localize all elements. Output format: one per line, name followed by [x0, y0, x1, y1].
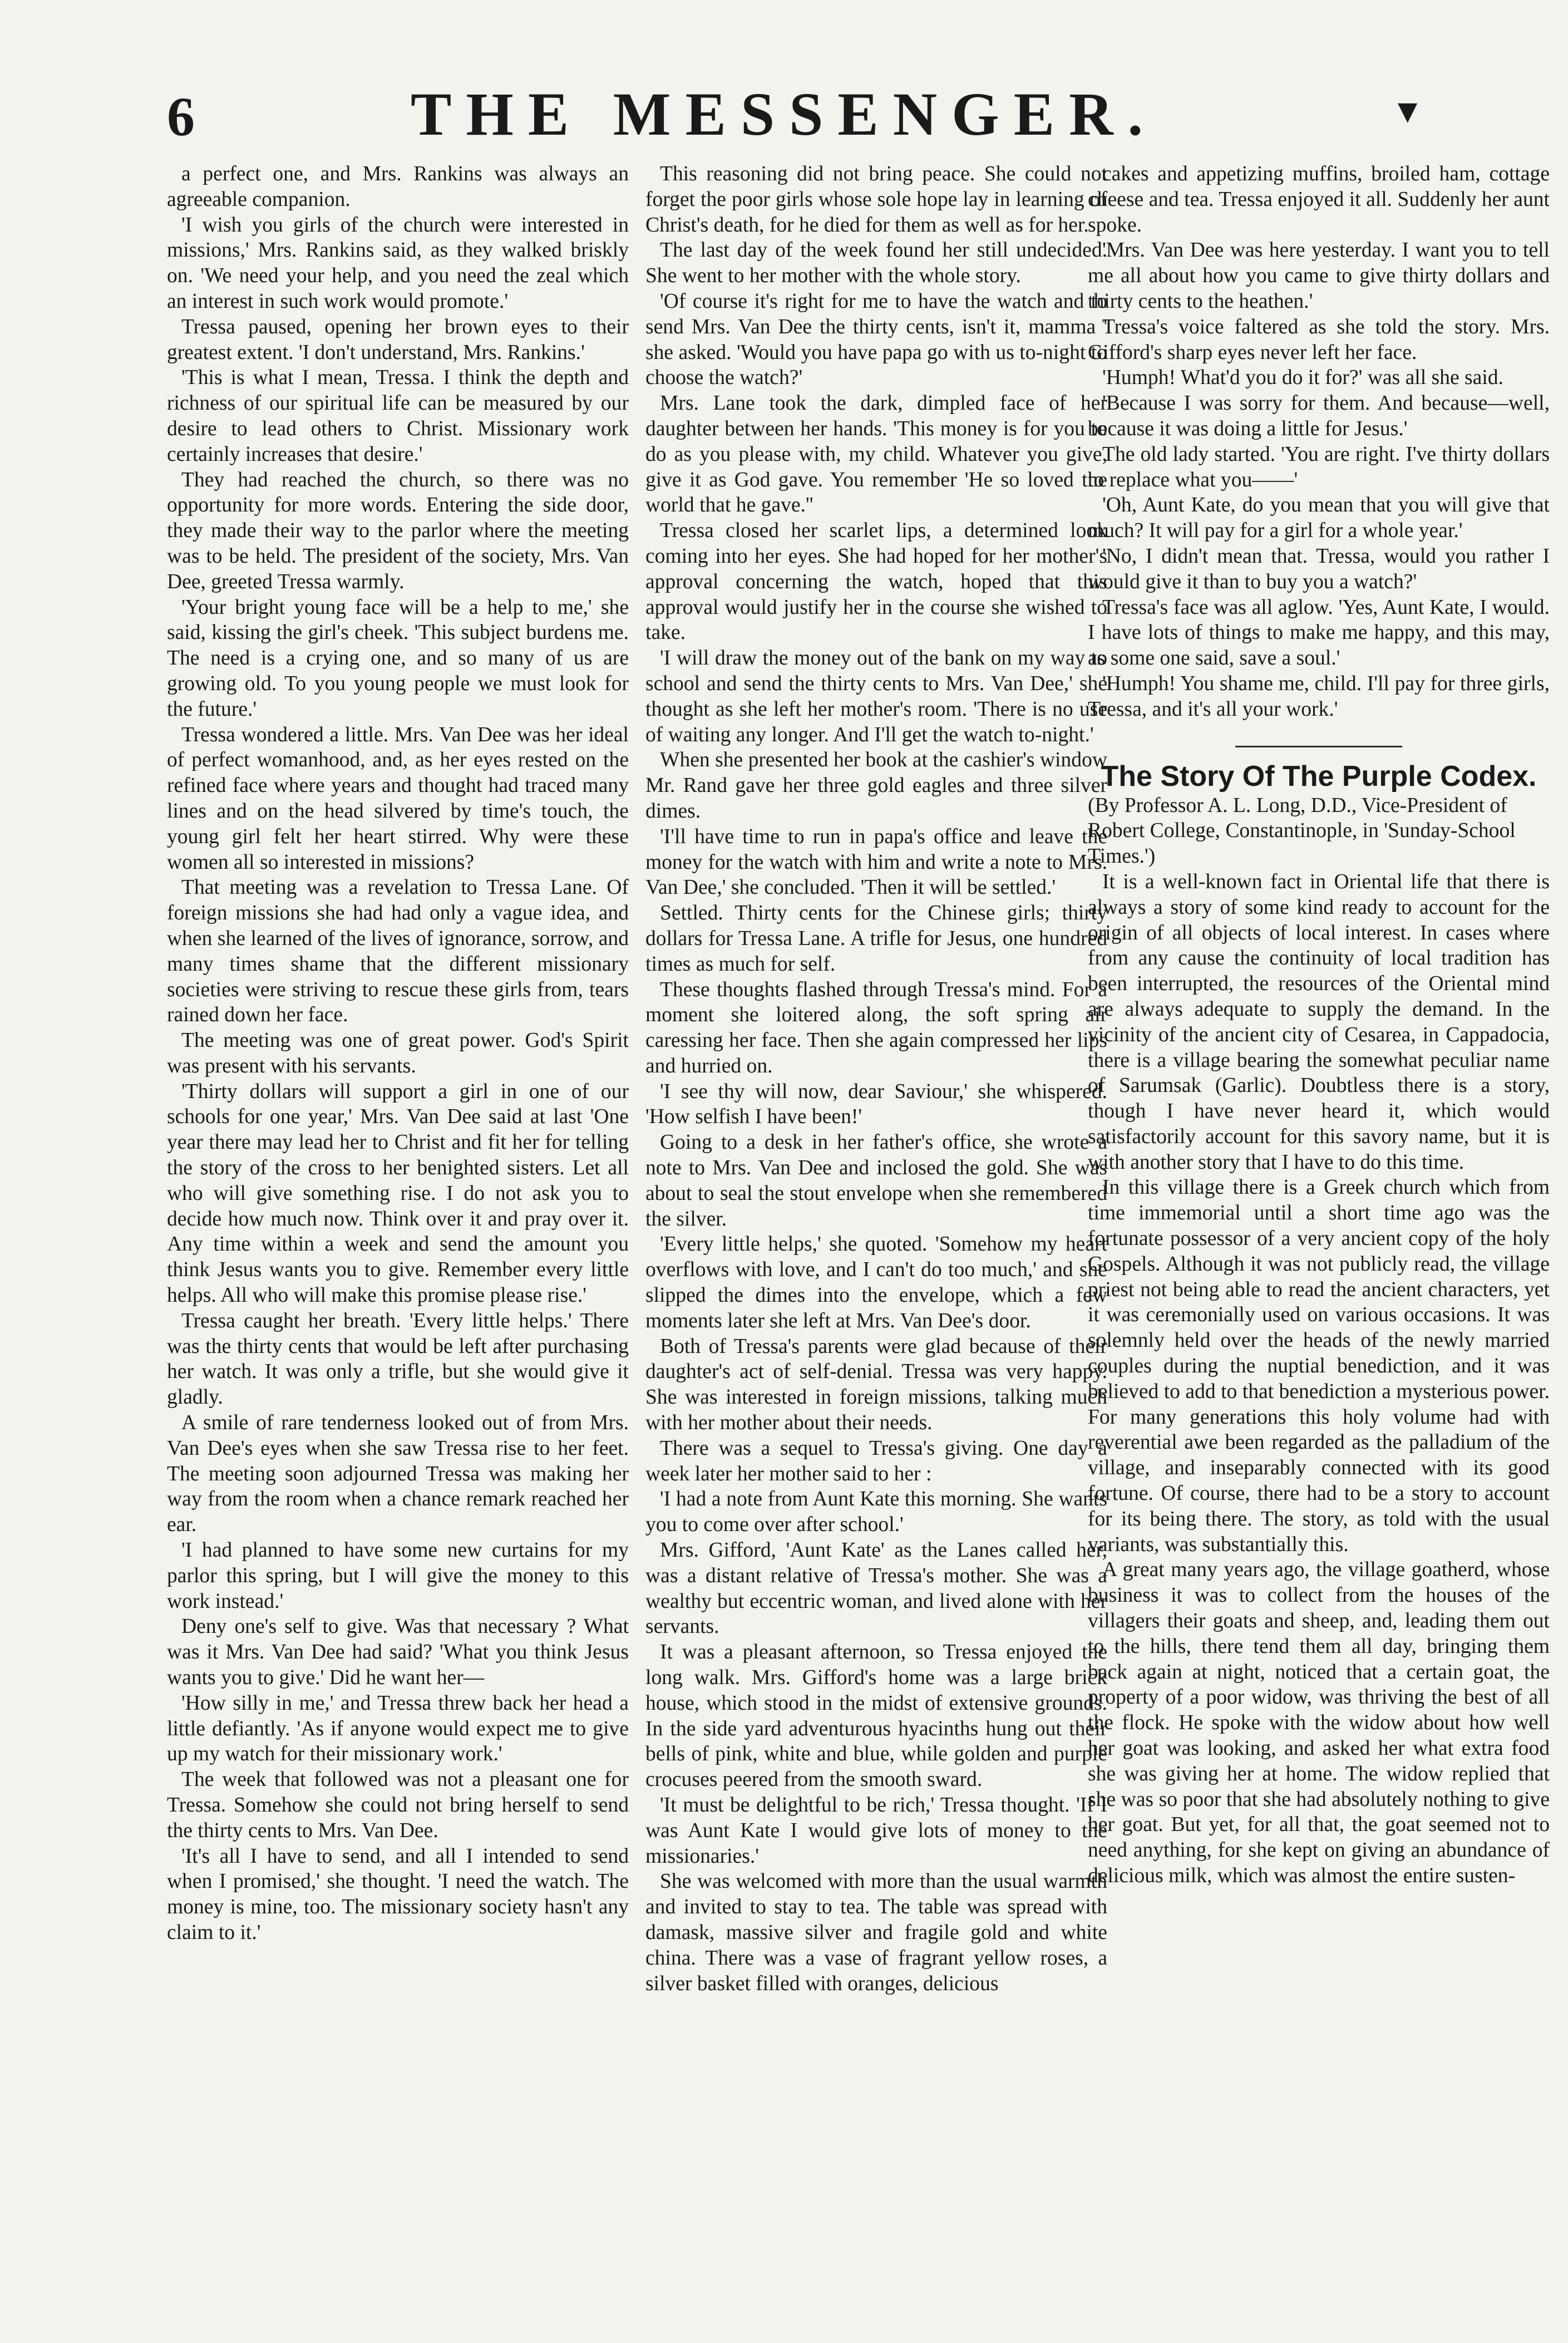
story-title: The Story Of The Purple Codex. — [1101, 760, 1537, 793]
byline: (By Professor A. L. Long, D.D., Vice-President of Robert College, Constantinople, in 'Sunday-School Times.') — [1088, 794, 1516, 868]
paragraph: 'No, I didn't mean that. Tressa, would you rather I would give it than to buy you a watch?' — [1088, 544, 1550, 593]
column-2 — [645, 161, 1107, 2326]
paragraph: 'I will draw the money out of the bank on my way to school and send the thirty cents to Mrs. Van Dee,' she thought as she left her mother's room. 'There is no use of waiting any longer. And I'll get the watch to-night.' — [645, 647, 1107, 746]
paragraph: A great many years ago, the village goatherd, whose business it was to collect from the houses of the villagers their goats and sheep, and, leading them out to the hills, there tend them all day, bringing them back again at night, noticed that a certain goat, the property of a poor widow, was thriving the best of all the flock. He spoke with the widow about how well her goat was looking, and asked her what extra food she was giving her at home. The widow replied that she was so poor that she had absolutely nothing to give her goat. But yet, for all that, the goat seemed not to need anything, for she kept on giving an abundance of delicious milk, which was almost the entire susten- — [1088, 1558, 1550, 1887]
story-continuation — [1088, 161, 1550, 722]
paragraph: That meeting was a revelation to Tressa Lane. Of foreign missions she had had only a vague idea, and when she learned of the lives of ignorance, sorrow, and many times shame that the different missionary societies were striving to rescue these girls from, tears rained down her face. — [167, 876, 629, 1027]
column-1 — [167, 161, 629, 2326]
paragraph: When she presented her book at the cashier's window Mr. Rand gave her three gold eagles and three silver dimes. — [645, 749, 1107, 823]
paragraph: This reasoning did not bring peace. She could not forget the poor girls whose sole hope lay in learning of Christ's death, for he died for them as well as for her. — [645, 163, 1107, 237]
paragraph: Mrs. Gifford, 'Aunt Kate' as the Lanes called her, was a distant relative of Tressa's mother. She was a wealthy but eccentric woman, and lived alone with her servants. — [645, 1539, 1107, 1638]
paragraph: 'This is what I mean, Tressa. I think the depth and richness of our spiritual life can be measured by our desire to lead others to Christ. Missionary work certainly increases that desire.' — [167, 366, 629, 466]
paragraph: 'It's all I have to send, and all I intended to send when I promised,' she thought. 'I need the watch. The money is mine, too. The missionary society hasn't any claim to it.' — [167, 1844, 629, 1944]
paragraph: Mrs. Lane took the dark, dimpled face of her daughter between her hands. 'This money is for you to do as you please with, my child. Whatever you give, give it as God gave. You remember 'He so loved the world that he gave.'' — [645, 392, 1107, 517]
paragraph: 'I had planned to have some new curtains for my parlor this spring, but I will give the money to this work instead.' — [167, 1539, 629, 1613]
paragraph: 'It must be delightful to be rich,' Tressa thought. 'If I was Aunt Kate I would give lots of money to the missionaries.' — [645, 1794, 1107, 1868]
paragraph: There was a sequel to Tressa's giving. One day a week later her mother said to her : — [645, 1436, 1107, 1485]
column-3 — [1088, 161, 1550, 2326]
paragraph: It is a well-known fact in Oriental life that there is always a story of some kind ready to account for the origin of all objects of local interest. In cases where from any cause the continuity of local tradition has been interrupted, the resources of the Oriental mind are always adequate to supply the demand. In the vicinity of the ancient city of Cesarea, in Cappadocia, there is a village bearing the somewhat peculiar name of Sarumsak (Garlic). Doubtless there is a story, though I have never heard it, which would satisfactorily account for this savory name, but it is with another story that I have to do this time. — [1088, 870, 1550, 1174]
paragraph: Settled. Thirty cents for the Chinese girls; thirty dollars for Tressa Lane. A trifle for Jesus, one hundred times as much for self. — [645, 902, 1107, 976]
paragraph: They had reached the church, so there was no opportunity for more words. Entering the side door, they made their way to the parlor where the meeting was to be held. The president of the society, Mrs. Van Dee, greeted Tressa warmly. — [167, 468, 629, 593]
paragraph: 'How silly in me,' and Tressa threw back her head a little defiantly. 'As if anyone would expect me to give up my watch for their missionary work.' — [167, 1691, 629, 1766]
paragraph: 'Oh, Aunt Kate, do you mean that you will give that much? It will pay for a girl for a whole year.' — [1088, 494, 1550, 543]
paragraph: 'Thirty dollars will support a girl in one of our schools for one year,' Mrs. Van Dee said at last 'One year there may lead her to Christ and fit her for telling the story of the cross to her benighted sisters. Let all who will give something rise. I do not ask you to decide how much now. Think over it and pray over it. Any time within a week and send the amount you think Jesus wants you to give. Remember every little helps. All who will make this promise please rise.' — [167, 1080, 629, 1307]
paragraph: 'I wish you girls of the church were interested in missions,' Mrs. Rankins said, as they walked briskly on. 'We need your help, and you need the zeal which an interest in such work would promote.' — [167, 213, 629, 313]
paragraph: Tressa paused, opening her brown eyes to their greatest extent. 'I don't understand, Mrs. Rankins.' — [167, 315, 629, 364]
paragraph: She was welcomed with more than the usual warmth and invited to stay to tea. The table was spread with damask, massive silver and fragile gold and white china. There was a vase of fragrant yellow roses, a silver basket filled with oranges, delicious — [645, 1870, 1107, 1995]
paragraph: 'Mrs. Van Dee was here yesterday. I want you to tell me all about how you came to give thirty dollars and thirty cents to the heathen.' — [1088, 239, 1550, 313]
paragraph: It was a pleasant afternoon, so Tressa enjoyed the long walk. Mrs. Gifford's home was a large brick house, which stood in the midst of extensive grounds. In the side yard adventurous hyacinths hung out their bells of pink, white and blue, while golden and purple crocuses peered from the smooth sward. — [645, 1641, 1107, 1791]
paragraph: Tressa caught her breath. 'Every little helps.' There was the thirty cents that would be left after purchasing her watch. It was only a trifle, but she would give it gladly. — [167, 1309, 629, 1409]
paragraph: These thoughts flashed through Tressa's mind. For a moment she loitered along, the soft spring air caressing her face. Then she again compressed her lips and hurried on. — [645, 978, 1107, 1077]
paragraph: 'Of course it's right for me to have the watch and to send Mrs. Van Dee the thirty cents, isn't it, mamma ' she asked. 'Would you have papa go with us to-night to choose the watch?' — [645, 289, 1107, 390]
paragraph: Both of Tressa's parents were glad because of their daughter's act of self-denial. Tressa was very happy. She was interested in foreign missions, talking much with her mother about their needs. — [645, 1335, 1107, 1435]
paragraph: 'Because I was sorry for them. And because—well, because it was doing a little for Jesus.' — [1088, 392, 1550, 440]
paragraph: Tressa closed her scarlet lips, a determined look coming into her eyes. She had hoped for her mother's approval concerning the watch, hoped that this approval would justify her in the course she wished to take. — [645, 519, 1107, 644]
paragraph: Tressa's face was all aglow. 'Yes, Aunt Kate, I would. I have lots of things to make me happy, and this may, as some one said, save a soul.' — [1088, 595, 1550, 670]
paragraph: A smile of rare tenderness looked out of from Mrs. Van Dee's eyes when she saw Tressa rise to her feet. The meeting soon adjourned Tressa was making her way from the room when a chance remark reached her ear. — [167, 1411, 629, 1537]
corner-mark: ▼ — [1391, 93, 1424, 130]
masthead — [0, 80, 1568, 156]
paragraph: The last day of the week found her still undecided. She went to her mother with the whole story. — [645, 239, 1107, 288]
paragraph: The meeting was one of great power. God's Spirit was present with his servants. — [167, 1029, 629, 1077]
purple-codex-article — [1088, 869, 1550, 1889]
paragraph: Tressa's voice faltered as she told the story. Mrs. Gifford's sharp eyes never left her face. — [1088, 315, 1550, 364]
paragraph: 'Every little helps,' she quoted. 'Somehow my heart overflows with love, and I can't do too much,' and she slipped the dimes into the envelope, which a few moments later she left at Mrs. Van Dee's door. — [645, 1233, 1107, 1332]
paragraph: 'Humph! You shame me, child. I'll pay for three girls, Tressa, and it's all your work.' — [1088, 672, 1550, 721]
paragraph: 'I had a note from Aunt Kate this morning. She wants you to come over after school.' — [645, 1488, 1107, 1537]
paragraph: The week that followed was not a pleasant one for Tressa. Somehow she could not bring herself to send the thirty cents to Mrs. Van Dee. — [167, 1768, 629, 1842]
paragraph: Tressa wondered a little. Mrs. Van Dee was her ideal of perfect womanhood, and, as her eyes rested on the refined face where years and thought had traced many lines and on the head silvered by time's touch, the young girl felt her heart stirred. Why were these women all so interested in missions? — [167, 723, 629, 874]
paragraph: Deny one's self to give. Was that necessary ? What was it Mrs. Van Dee had said? 'What you think Jesus wants you to give.' Did he want her— — [167, 1615, 629, 1690]
paragraph: Going to a desk in her father's office, she wrote a note to Mrs. Van Dee and inclosed the gold. She was about to seal the stout envelope when she remembered the silver. — [645, 1131, 1107, 1230]
paragraph: 'I see thy will now, dear Saviour,' she whispered. 'How selfish I have been!' — [645, 1080, 1107, 1129]
paragraph: cakes and appetizing muffins, broiled ham, cottage cheese and tea. Tressa enjoyed it all. Suddenly her aunt spoke. — [1088, 163, 1550, 237]
paper-title: THE MESSENGER. — [410, 80, 1158, 148]
paragraph: a perfect one, and Mrs. Rankins was always an agreeable companion. — [167, 163, 629, 211]
paragraph: 'Humph! What'd you do it for?' was all she said. — [1102, 366, 1503, 390]
paragraph: 'I'll have time to run in papa's office and leave the money for the watch with him and write a note to Mrs. Van Dee,' she concluded. 'Then it will be settled.' — [645, 825, 1107, 899]
paragraph: The old lady started. 'You are right. I've thirty dollars to replace what you——' — [1088, 442, 1550, 491]
section-divider — [1235, 746, 1402, 747]
page-number: 6 — [167, 86, 195, 147]
paragraph: In this village there is a Greek church which from time immemorial until a short time ago was the fortunate possessor of a very ancient copy of the holy Gospels. Although it was not publicly read, the village priest not being able to read the ancient characters, yet it was ceremonially used on various occasions. It was solemnly held over the heads of the newly married couples during the nuptial benediction, and it was believed to add to that benediction a mysterious power. For many generations this holy volume had with reverential awe been regarded as the palladium of the village, and inseparably connected with its good fortune. Of course, there had to be a story to account for its being there. The story, as told with the usual variants, was substantially this. — [1088, 1176, 1550, 1556]
paragraph: 'Your bright young face will be a help to me,' she said, kissing the girl's cheek. 'This subject burdens me. The need is a crying one, and so many of us are growing old. To you young people we must look for the future.' — [167, 595, 629, 721]
